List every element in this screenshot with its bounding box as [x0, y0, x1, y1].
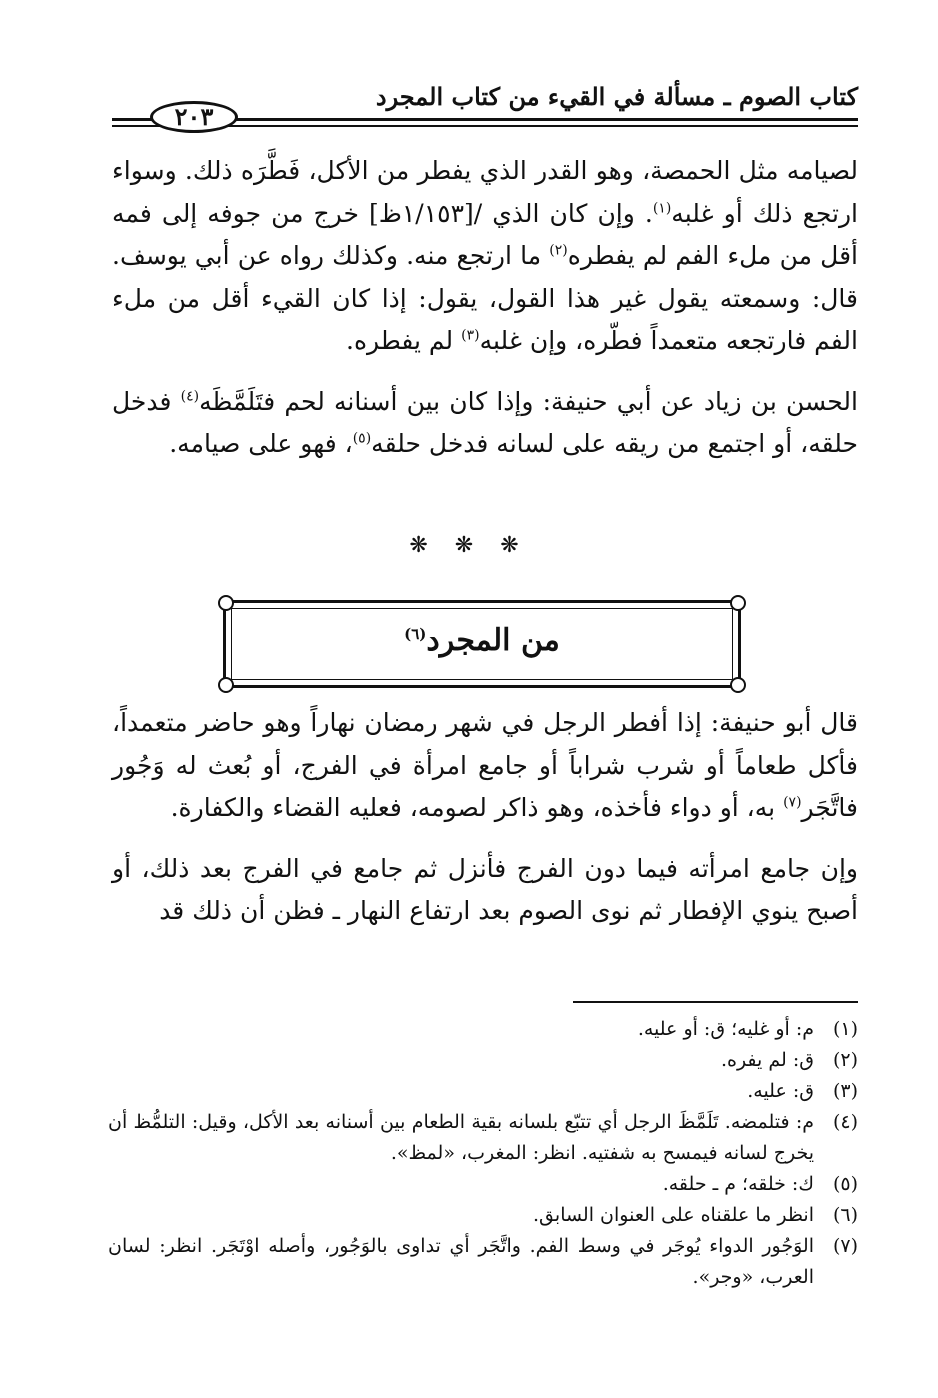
footnote-number: (٣): [832, 1080, 858, 1102]
running-title: كتاب الصوم ـ مسألة في القيء من كتاب المجرد: [375, 82, 858, 111]
frame-corner-ornament: [730, 595, 746, 611]
text-run: لصيامه مثل الحمصة، وهو القدر الذي يفطر من الأكل، فَطَّرَه ذلك. وسواء ارتجع ذلك أو غلبه: [112, 156, 858, 228]
section-title-footnote-ref: (٦): [404, 625, 427, 643]
footnote-ref: (٢): [549, 242, 568, 259]
footnote-separator: [573, 1001, 858, 1003]
footnote-number: (٧): [832, 1235, 858, 1257]
text-run: . وإن كان الذي /[١/١٥٣ظ] خرج من جوفه إلى فمه أقل من ملء الفم لم يفطره: [112, 198, 858, 270]
frame-corner-ornament: [730, 677, 746, 693]
footnote-text: الوَجُور الدواء يُوجَر في وسط الفم. واتَّجَر أي تداوى بالوَجُور، وأصله اوْتَجَر. انظر: لسان العرب، «وجر».: [108, 1235, 814, 1288]
text-run: قال أبو حنيفة: إذا أفطر الرجل في شهر رمضان نهاراً وهو حاضر متعمداً، فأكل طعاماً أو شرب شراباً أو جامع امرأة في الفرج، أو بُعث له وَجُور فاتَّجَر: [112, 708, 858, 822]
text-run: ما ارتجع منه. وكذلك رواه عن أبي يوسف. قال: وسمعته يقول غير هذا القول، يقول: إذا كان القيء أقل من ملء الفم فارتجعه متعمداً فطّره، وإن غلبه: [112, 241, 858, 355]
footnote: [108, 1200, 858, 1231]
paragraph: [112, 150, 858, 363]
footnote-ref: (٥): [352, 430, 372, 447]
footnote-number: (١): [832, 1018, 858, 1040]
text-run: الحسن بن زياد عن أبي حنيفة: وإذا كان بين أسنانه لحم فتَلَمَّظَه: [199, 386, 858, 416]
footnote-number: (٥): [832, 1173, 858, 1195]
footnote: [108, 1107, 858, 1169]
footnote-text: م: فتلمضه. تَلَمَّظَ الرجل أي تتبّع بلسانه بقية الطعام بين أسنانه بعد الأكل، وقيل: التلمُّظ أن يخرج لسانه فيمسح به شفتيه. انظر: المغرب، «لمظ».: [108, 1111, 814, 1164]
frame-corner-ornament: [218, 677, 234, 693]
paragraph: [112, 848, 858, 933]
footnote-ref: (٣): [461, 327, 480, 344]
text-run: وإن جامع امرأته فيما دون الفرج فأنزل ثم جامع في الفرج بعد ذلك، أو أصبح ينوي الإفطار ثم نوى الصوم بعد ارتفاع النهار ـ فظن أن ذلك قد: [112, 853, 858, 925]
footnote: [108, 1076, 858, 1107]
footnote-number: (٢): [832, 1049, 858, 1071]
footnote: [108, 1045, 858, 1076]
section-title-text: من المجرد: [426, 623, 560, 658]
body-text-bottom: [112, 702, 858, 933]
footnote-ref: (١): [652, 200, 672, 217]
section-ornament: ❋ ❋ ❋: [409, 533, 529, 558]
footnote-text: ك: خلقه؛ م ـ حلقه.: [662, 1173, 814, 1195]
footnotes: [108, 1014, 858, 1293]
frame-corner-ornament: [218, 595, 234, 611]
body-text-top: [112, 150, 858, 466]
footnote: [108, 1014, 858, 1045]
footnote: [108, 1169, 858, 1200]
footnote-number: (٤): [832, 1111, 858, 1133]
text-run: فدخل حلقه، أو اجتمع من ريقه على لسانه فدخل حلقه: [112, 386, 858, 458]
footnote-text: ق: لم يفره.: [720, 1049, 814, 1071]
text-run: لم يفطره.: [346, 326, 462, 355]
text-run: ، فهو على صيامه.: [169, 429, 353, 458]
page-number: ٢٠٣: [150, 101, 238, 133]
footnote-text: م: أو غليه؛ ق: أو عليه.: [637, 1018, 814, 1040]
section-title: [226, 623, 738, 658]
paragraph: [112, 702, 858, 830]
text-run: به، أو دواء فأخذه، وهو ذاكر لصومه، فعليه القضاء والكفارة.: [170, 793, 784, 822]
footnote-text: ق: عليه.: [747, 1080, 814, 1102]
footnote-text: انظر ما علقناه على العنوان السابق.: [533, 1204, 814, 1226]
footnote-number: (٦): [832, 1204, 858, 1226]
paragraph: [112, 381, 858, 466]
footnote-ref: (٤): [180, 388, 200, 405]
footnote-ref: (٧): [783, 794, 802, 811]
section-title-frame: [223, 600, 741, 688]
footnote: [108, 1231, 858, 1293]
